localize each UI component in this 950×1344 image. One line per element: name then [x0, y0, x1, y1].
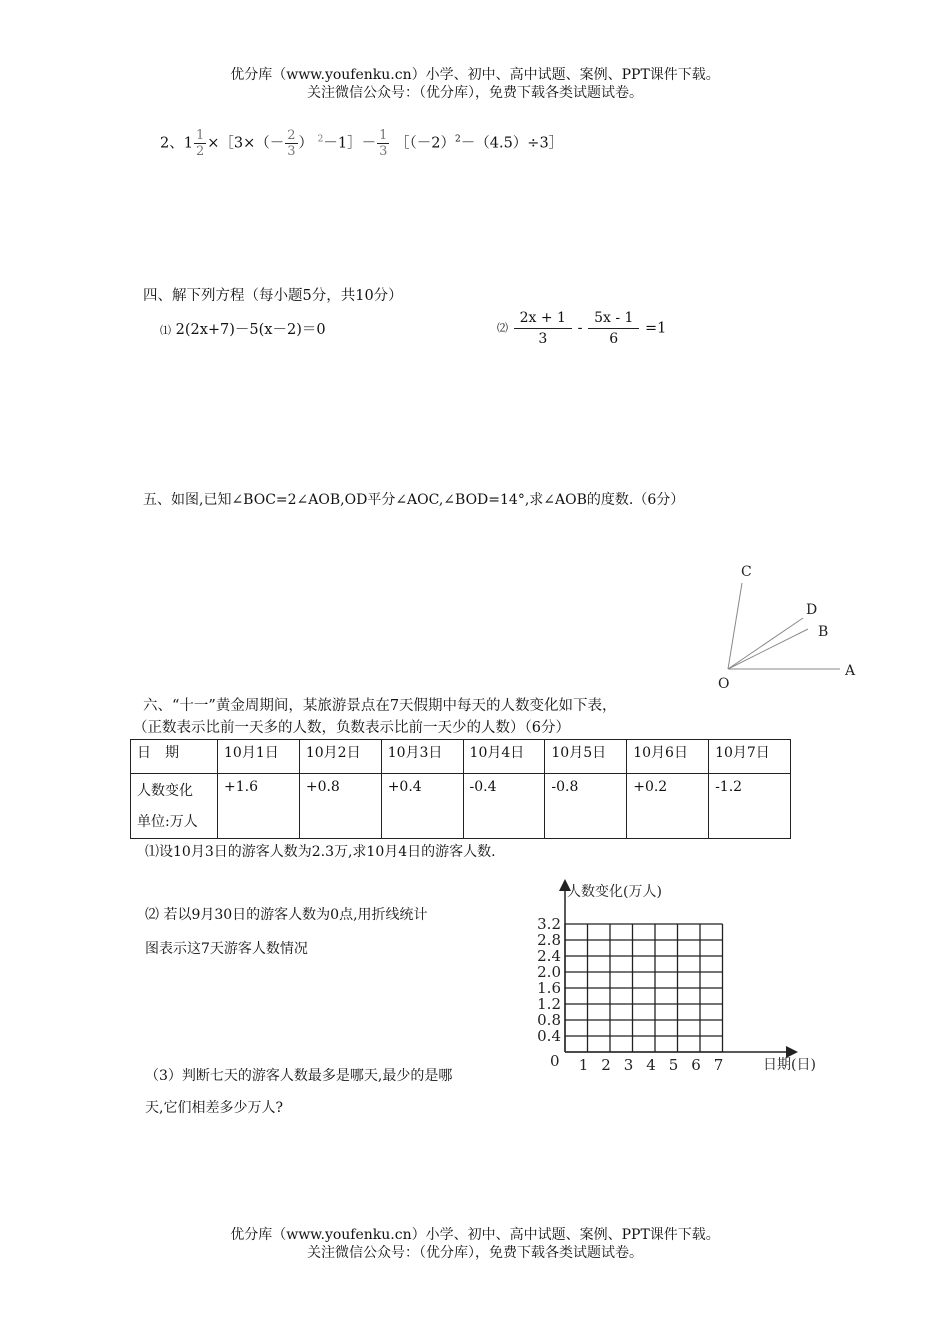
table-day: 10月4日	[463, 740, 545, 774]
table-header-row	[131, 740, 791, 774]
label-c: C	[741, 564, 752, 580]
q2-part4: ［（－2）	[395, 135, 455, 152]
section-6-question-1: ⑴设10月3日的游客人数为2.3万,求10月4日的游客人数.	[145, 844, 496, 860]
q2-part5: －（4.5）÷3］	[460, 135, 564, 152]
table-header-label: 日 期	[131, 740, 218, 774]
y-axis-label: 人数变化(万人)	[567, 884, 662, 900]
table-change-value: +0.4	[381, 774, 463, 839]
visitor-change-table	[130, 739, 791, 839]
eq1-text: 2(2x+7)－5(x－2)＝0	[175, 322, 326, 338]
x-tick-label: 3	[623, 1056, 634, 1074]
visitor-line-chart	[525, 870, 835, 1080]
table-day: 10月7日	[709, 740, 791, 774]
table-change-value: +0.2	[627, 774, 709, 839]
eq2-label: ⑵	[497, 321, 508, 335]
section-5-title: 五、如图,已知∠BOC=2∠AOB,OD平分∠AOC,∠BOD=14°,求∠AOB的度数.（6分）	[143, 492, 685, 508]
ray-ob	[728, 629, 808, 669]
eq2-fraction-1: $\frac{2x + 1}{3}$	[514, 308, 572, 349]
q2-part3: －1］－	[323, 135, 377, 152]
section-6-title: 六、“十一”黄金周期间，某旅游景点在7天假期中每天的人数变化如下表，	[143, 698, 617, 714]
y-tick-label: 0.8	[537, 1011, 561, 1029]
section-4-title: 四、解下列方程（每小题5分，共10分）	[143, 288, 403, 304]
table-day: 10月3日	[381, 740, 463, 774]
calc-question-2	[160, 128, 563, 159]
eq2-minus: -	[577, 320, 583, 337]
row-label-line-2: 单位:万人	[137, 814, 198, 830]
y-tick-label: 0.4	[537, 1027, 561, 1045]
header-line-1: 优分库（www.youfenku.cn）小学、初中、高中试题、案例、PPT课件下载。	[230, 67, 720, 83]
section-6-question-2-line-2: 图表示这7天游客人数情况	[145, 941, 308, 957]
table-change-value: +1.6	[218, 774, 300, 839]
x-tick-label: 4	[646, 1056, 656, 1074]
footer-line-2: 关注微信公众号：（优分库），免费下载各类试题试卷。	[307, 1245, 643, 1261]
y-tick-label: 2.8	[537, 931, 561, 949]
header-line-2: 关注微信公众号：（优分库），免费下载各类试题试卷。	[307, 85, 643, 101]
table-day: 10月2日	[299, 740, 381, 774]
label-o: O	[718, 676, 730, 692]
fraction-one-half: $\frac{1}{2}$	[195, 128, 205, 159]
table-day: 10月6日	[627, 740, 709, 774]
section-6-question-2-line-1: ⑵ 若以9月30日的游客人数为0点,用折线统计	[145, 907, 428, 923]
q2-prefix: 2、1	[160, 135, 193, 152]
x-tick-label: 5	[668, 1056, 679, 1074]
eq1-label: ⑴	[160, 324, 171, 337]
y-tick-label: 1.6	[537, 979, 561, 997]
footer-line-1: 优分库（www.youfenku.cn）小学、初中、高中试题、案例、PPT课件下载。	[230, 1227, 720, 1243]
label-b: B	[818, 624, 829, 640]
table-day: 10月5日	[545, 740, 627, 774]
x-tick-label: 1	[578, 1056, 589, 1074]
equation-1	[160, 320, 326, 341]
ray-oc	[728, 583, 742, 669]
q2-exponent-2: 2	[455, 134, 461, 145]
table-change-value: -0.8	[545, 774, 627, 839]
x-tick-label: 6	[691, 1056, 701, 1074]
eq2-fraction-2: $\frac{5x - 1}{6}$	[588, 308, 639, 349]
y-tick-label: 3.2	[537, 915, 561, 933]
table-change-value: -0.4	[463, 774, 545, 839]
ray-od	[728, 618, 803, 669]
q2-part2: ）	[298, 135, 314, 152]
x-axis-label: 日期(日)	[763, 1057, 816, 1073]
origin-label: 0	[550, 1052, 560, 1070]
table-change-value: -1.2	[709, 774, 791, 839]
table-row-label	[131, 774, 218, 839]
q2-exponent-1: 2	[317, 134, 324, 145]
x-tick-label: 2	[601, 1056, 611, 1074]
equation-2	[497, 308, 666, 349]
angle-diagram	[700, 555, 870, 695]
section-6-subtitle: （正数表示比前一天多的人数，负数表示比前一天少的人数）（6分）	[133, 720, 570, 736]
section-6-question-3-line-2: 天,它们相差多少万人?	[145, 1100, 283, 1116]
label-a: A	[845, 663, 856, 679]
x-tick-label: 7	[713, 1056, 724, 1074]
q2-part1: ×［3×（－	[207, 135, 285, 152]
eq2-rhs: =1	[645, 320, 667, 337]
label-d: D	[806, 602, 818, 618]
y-tick-label: 2.4	[537, 947, 561, 965]
row-label-line-1: 人数变化	[137, 783, 193, 799]
y-tick-label: 1.2	[537, 995, 561, 1013]
section-6-question-3-line-1: （3）判断七天的游客人数最多是哪天,最少的是哪	[145, 1068, 453, 1084]
y-tick-label: 2.0	[537, 963, 561, 981]
fraction-one-third: $\frac{1}{3}$	[379, 128, 388, 159]
table-change-row	[131, 774, 791, 839]
table-day: 10月1日	[218, 740, 300, 774]
fraction-two-thirds: $\frac{2}{3}$	[287, 128, 296, 159]
table-change-value: +0.8	[299, 774, 381, 839]
